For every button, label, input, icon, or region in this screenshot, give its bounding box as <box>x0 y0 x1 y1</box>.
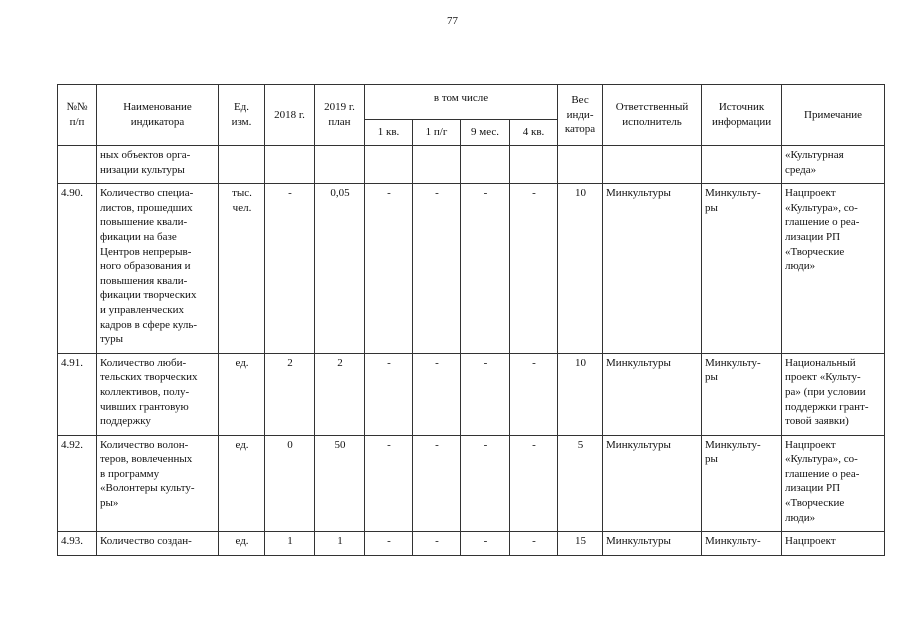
header-num: №№ п/п <box>58 85 97 146</box>
value-h1: - <box>413 184 461 354</box>
information-source: Минкульту- ры <box>702 184 782 354</box>
value-9m: - <box>461 435 510 532</box>
table-row <box>58 435 885 532</box>
value-h1: - <box>413 435 461 532</box>
value-2018 <box>265 146 315 184</box>
indicators-table <box>57 84 885 556</box>
value-9m: - <box>461 184 510 354</box>
note-cell: «Культурная среда» <box>782 146 885 184</box>
row-number: 4.92. <box>58 435 97 532</box>
responsible-executor: Минкультуры <box>603 353 702 435</box>
information-source: Минкульту- ры <box>702 435 782 532</box>
row-number: 4.91. <box>58 353 97 435</box>
table-row <box>58 146 885 184</box>
value-q1: - <box>365 532 413 556</box>
table-row <box>58 532 885 556</box>
indicator-name: Количество создан- <box>97 532 219 556</box>
indicator-name: ных объектов орга- низации культуры <box>97 146 219 184</box>
value-2019-plan: 0,05 <box>315 184 365 354</box>
responsible-executor: Минкультуры <box>603 532 702 556</box>
value-2019-plan: 50 <box>315 435 365 532</box>
header-responsible: Ответственный исполнитель <box>603 85 702 146</box>
value-2019-plan: 2 <box>315 353 365 435</box>
row-number: 4.93. <box>58 532 97 556</box>
value-9m: - <box>461 532 510 556</box>
indicator-weight: 10 <box>558 184 603 354</box>
table-header <box>58 85 885 146</box>
indicator-name: Количество специа- листов, прошедших повышение квали- фикации на базе Центров непрерыв- ного образования и повышения квали- фикации творческих и управленческих кадров в сфере куль- туры <box>97 184 219 354</box>
value-2018: 1 <box>265 532 315 556</box>
responsible-executor: Минкультуры <box>603 435 702 532</box>
unit-cell: ед. <box>219 435 265 532</box>
header-q4: 4 кв. <box>510 120 558 146</box>
header-h1: 1 п/г <box>413 120 461 146</box>
header-2018: 2018 г. <box>265 85 315 146</box>
header-unit: Ед. изм. <box>219 85 265 146</box>
value-q1: - <box>365 435 413 532</box>
table-body <box>58 146 885 556</box>
indicator-weight: 5 <box>558 435 603 532</box>
information-source <box>702 146 782 184</box>
value-h1 <box>413 146 461 184</box>
unit-cell <box>219 146 265 184</box>
header-note: Примечание <box>782 85 885 146</box>
unit-cell: тыс. чел. <box>219 184 265 354</box>
value-2018: 0 <box>265 435 315 532</box>
header-group-including: в том числе <box>365 85 558 120</box>
indicator-weight <box>558 146 603 184</box>
indicator-weight: 10 <box>558 353 603 435</box>
information-source: Минкульту- ры <box>702 353 782 435</box>
indicator-weight: 15 <box>558 532 603 556</box>
indicator-name: Количество волон- теров, вовлеченных в программу «Волонтеры культу- ры» <box>97 435 219 532</box>
value-h1: - <box>413 353 461 435</box>
value-9m: - <box>461 353 510 435</box>
page-number: 77 <box>447 15 458 27</box>
value-q4: - <box>510 184 558 354</box>
value-q4: - <box>510 532 558 556</box>
value-q4: - <box>510 353 558 435</box>
note-cell: Нацпроект «Культура», со- глашение о реа- лизации РП «Творческие люди» <box>782 184 885 354</box>
note-cell: Нацпроект «Культура», со- глашение о реа- лизации РП «Творческие люди» <box>782 435 885 532</box>
value-q4 <box>510 146 558 184</box>
value-q1 <box>365 146 413 184</box>
header-q1: 1 кв. <box>365 120 413 146</box>
header-2019: 2019 г. план <box>315 85 365 146</box>
value-q1: - <box>365 353 413 435</box>
value-q1: - <box>365 184 413 354</box>
header-name: Наименование индикатора <box>97 85 219 146</box>
header-source: Источник информации <box>702 85 782 146</box>
header-weight: Вес инди- катора <box>558 85 603 146</box>
unit-cell: ед. <box>219 532 265 556</box>
value-9m <box>461 146 510 184</box>
value-q4: - <box>510 435 558 532</box>
row-number: 4.90. <box>58 184 97 354</box>
indicator-name: Количество люби- тельских творческих коллективов, полу- чивших грантовую поддержку <box>97 353 219 435</box>
responsible-executor <box>603 146 702 184</box>
unit-cell: ед. <box>219 353 265 435</box>
note-cell: Национальный проект «Культу- ра» (при условии поддержки грант- товой заявки) <box>782 353 885 435</box>
value-2018: 2 <box>265 353 315 435</box>
row-number <box>58 146 97 184</box>
value-2019-plan <box>315 146 365 184</box>
note-cell: Нацпроект <box>782 532 885 556</box>
responsible-executor: Минкультуры <box>603 184 702 354</box>
information-source: Минкульту- <box>702 532 782 556</box>
table-row <box>58 184 885 354</box>
value-2018: - <box>265 184 315 354</box>
value-h1: - <box>413 532 461 556</box>
table-row <box>58 353 885 435</box>
header-9m: 9 мес. <box>461 120 510 146</box>
value-2019-plan: 1 <box>315 532 365 556</box>
